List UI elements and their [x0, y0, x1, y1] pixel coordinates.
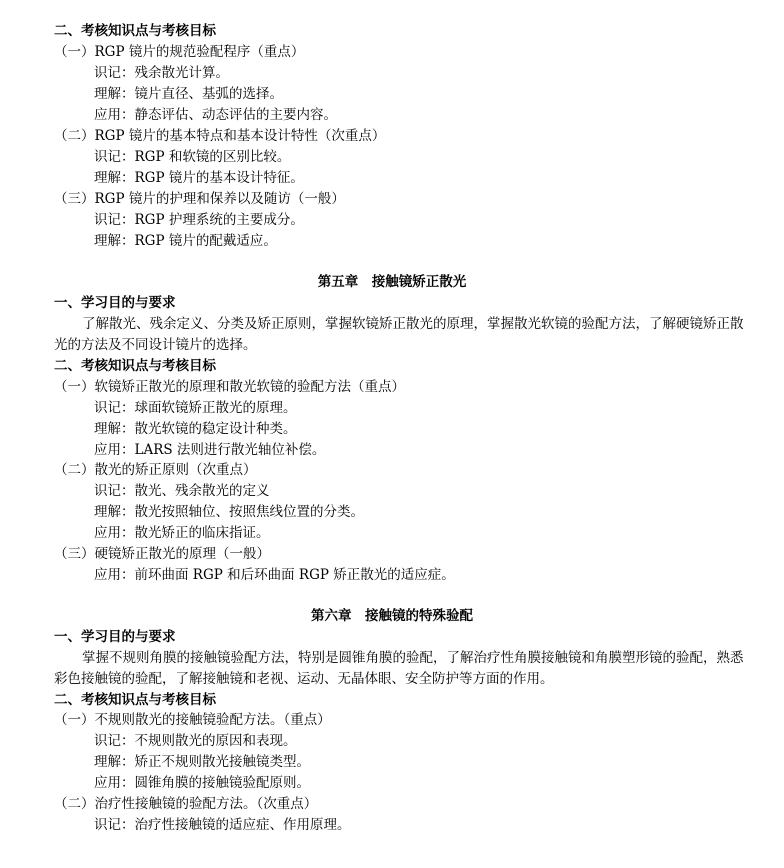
- knowledge-item: 理解：RGP 镜片的基本设计特征。: [94, 170, 304, 186]
- knowledge-point-title: （一）软镜矫正散光的原理和散光软镜的验配方法（重点）: [54, 379, 405, 395]
- knowledge-point-title: （三）RGP 镜片的护理和保养以及随访（一般）: [54, 191, 345, 207]
- goal-paragraph: 掌握不规则角膜的接触镜验配方法，特别是圆锥角膜的验配，了解治疗性角膜接触镜和角膜塑形镜的验配，熟悉彩色接触镜的验配，了解接触镜和老视、运动、无晶体眼、安全防护等方面的作用。: [54, 650, 744, 687]
- knowledge-point-title: （二）散光的矫正原则（次重点）: [54, 462, 257, 478]
- knowledge-item: 理解：RGP 镜片的配戴适应。: [94, 233, 277, 249]
- knowledge-point-title: （二）治疗性接触镜的验配方法。（次重点）: [54, 796, 318, 812]
- knowledge-item: 理解：矫正不规则散光接触镜类型。: [94, 754, 310, 770]
- knowledge-item: 识记：RGP 护理系统的主要成分。: [94, 212, 304, 228]
- knowledge-item: 识记：残余散光计算。: [94, 65, 229, 81]
- knowledge-item: 理解：散光软镜的稳定设计种类。: [94, 421, 297, 437]
- knowledge-point-title: （一）不规则散光的接触镜验配方法。（重点）: [54, 712, 331, 728]
- knowledge-item: 识记：治疗性接触镜的适应症、作用原理。: [94, 817, 351, 833]
- section-heading: 一、学习目的与要求: [54, 295, 176, 311]
- chapter-title: 第六章 接触镜的特殊验配: [311, 608, 473, 624]
- knowledge-item: 识记：不规则散光的原因和表现。: [94, 733, 297, 749]
- goal-paragraph: 了解散光、残余定义、分类及矫正原则，掌握软镜矫正散光的原理，掌握散光软镜的验配方法，了解硬镜矫正散光的方法及不同设计镜片的选择。: [54, 316, 744, 353]
- section-heading: 二、考核知识点与考核目标: [54, 692, 216, 708]
- knowledge-item: 应用：静态评估、动态评估的主要内容。: [94, 107, 337, 123]
- section-heading: 二、考核知识点与考核目标: [54, 358, 216, 374]
- knowledge-item: 识记：球面软镜矫正散光的原理。: [94, 400, 297, 416]
- chapter-title: 第五章 接触镜矫正散光: [317, 274, 467, 290]
- knowledge-item: 识记：RGP 和软镜的区别比较。: [94, 149, 291, 165]
- knowledge-point-title: （二）RGP 镜片的基本特点和基本设计特性（次重点）: [54, 128, 386, 144]
- section-heading: 一、学习目的与要求: [54, 629, 176, 645]
- knowledge-item: 理解：散光按照轴位、按照焦线位置的分类。: [94, 504, 364, 520]
- knowledge-item: 应用：前环曲面 RGP 和后环曲面 RGP 矫正散光的适应症。: [94, 567, 455, 583]
- knowledge-item: 应用：散光矫正的临床指证。: [94, 525, 270, 541]
- section-heading: 二、考核知识点与考核目标: [54, 23, 216, 39]
- knowledge-item: 应用：LARS 法则进行散光轴位补偿。: [94, 442, 326, 458]
- knowledge-point-title: （三）硬镜矫正散光的原理（一般）: [54, 546, 270, 562]
- knowledge-item: 理解：镜片直径、基弧的选择。: [94, 86, 283, 102]
- knowledge-item: 应用：圆锥角膜的接触镜验配原则。: [94, 775, 310, 791]
- knowledge-point-title: （一）RGP 镜片的规范验配程序（重点）: [54, 44, 305, 60]
- knowledge-item: 识记：散光、残余散光的定义: [94, 483, 270, 499]
